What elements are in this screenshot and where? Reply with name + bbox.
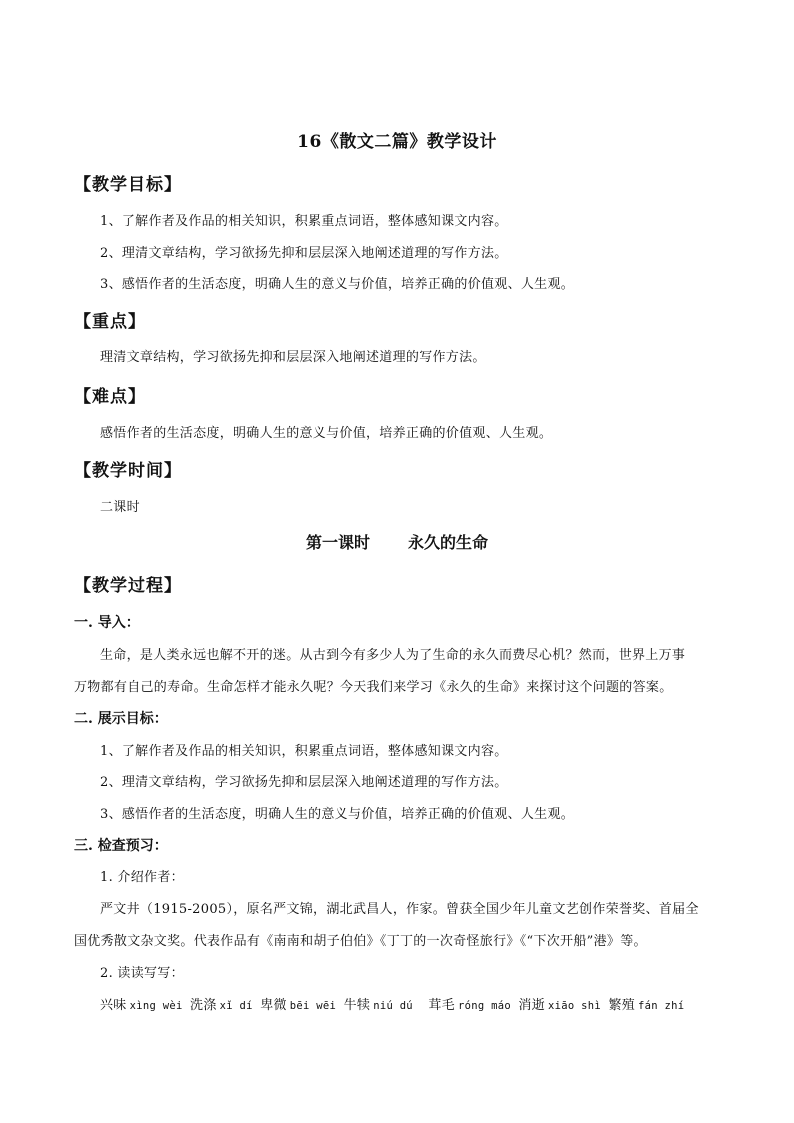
read-label: 2. 读读写写： [100,966,184,981]
goal-item-1: 1、了解作者及作品的相关知识，积累重点词语，整体感知课文内容。 [100,214,508,229]
intro-line-2: 万物都有自己的寿命。生命怎样才能永久呢？今天我们来学习《永久的生命》来探讨这个问题的答案。 [74,680,673,695]
lesson-title [0,530,794,553]
word-item: 茸毛 róng máo [428,998,511,1013]
author-label: 1. 介绍作者： [100,870,184,885]
difficulty-heading: 【难点】 [74,387,146,407]
goals-heading: 【教学目标】 [74,175,182,195]
author-line-1: 严文井（1915-2005），原名严文锦，湖北武昌人，作家。曾获全国少年儿童文艺创作荣誉奖、首届全 [100,902,699,917]
word-item: 兴味 xìng wèi [100,998,183,1013]
process-heading: 【教学过程】 [74,576,182,596]
word-item: 繁殖 fán zhí [608,998,685,1013]
word-item: 卑微 bēi wēi [260,998,337,1013]
key-text: 理清文章结构，学习欲扬先抑和层层深入地阐述道理的写作方法。 [100,350,486,365]
intro-line-1: 生命，是人类永远也解不开的迷。从古到今有多少人为了生命的永久而费尽心机？然而，世界上万事 [100,648,686,663]
show-goal-item-2: 2、理清文章结构，学习欲扬先抑和层层深入地阐述道理的写作方法。 [100,775,508,790]
show-goal-item-1: 1、了解作者及作品的相关知识，积累重点词语，整体感知课文内容。 [100,744,508,759]
key-heading: 【重点】 [74,312,146,332]
word-item: 消逝 xiāo shì [518,998,601,1013]
goal-item-3: 3、感悟作者的生活态度，明确人生的意义与价值，培养正确的价值观、人生观。 [100,277,575,292]
goal-item-2: 2、理清文章结构，学习欲扬先抑和层层深入地阐述道理的写作方法。 [100,246,508,261]
show-goals-heading: 二. 展示目标： [74,711,168,727]
word-item: 洗涤 xǐ dí [190,998,253,1013]
lesson-period: 第一课时 [305,533,370,552]
time-heading: 【教学时间】 [74,461,182,481]
preview-heading: 三. 检查预习： [74,838,168,854]
intro-heading: 一. 导入： [74,615,140,631]
author-line-2: 国优秀散文杂文奖。代表作品有《南南和胡子伯伯》《丁丁的一次奇怪旅行》《“下次开船”港》等。 [74,934,647,949]
word-list [100,994,687,1013]
difficulty-text: 感悟作者的生活态度，明确人生的意义与价值，培养正确的价值观、人生观。 [100,426,553,441]
word-item: 牛犊 niú dú [343,998,413,1013]
document-title: 16《散文二篇》教学设计 [297,132,497,152]
time-text: 二课时 [100,500,140,515]
show-goal-item-3: 3、感悟作者的生活态度，明确人生的意义与价值，培养正确的价值观、人生观。 [100,807,575,822]
lesson-name: 永久的生命 [408,533,489,552]
